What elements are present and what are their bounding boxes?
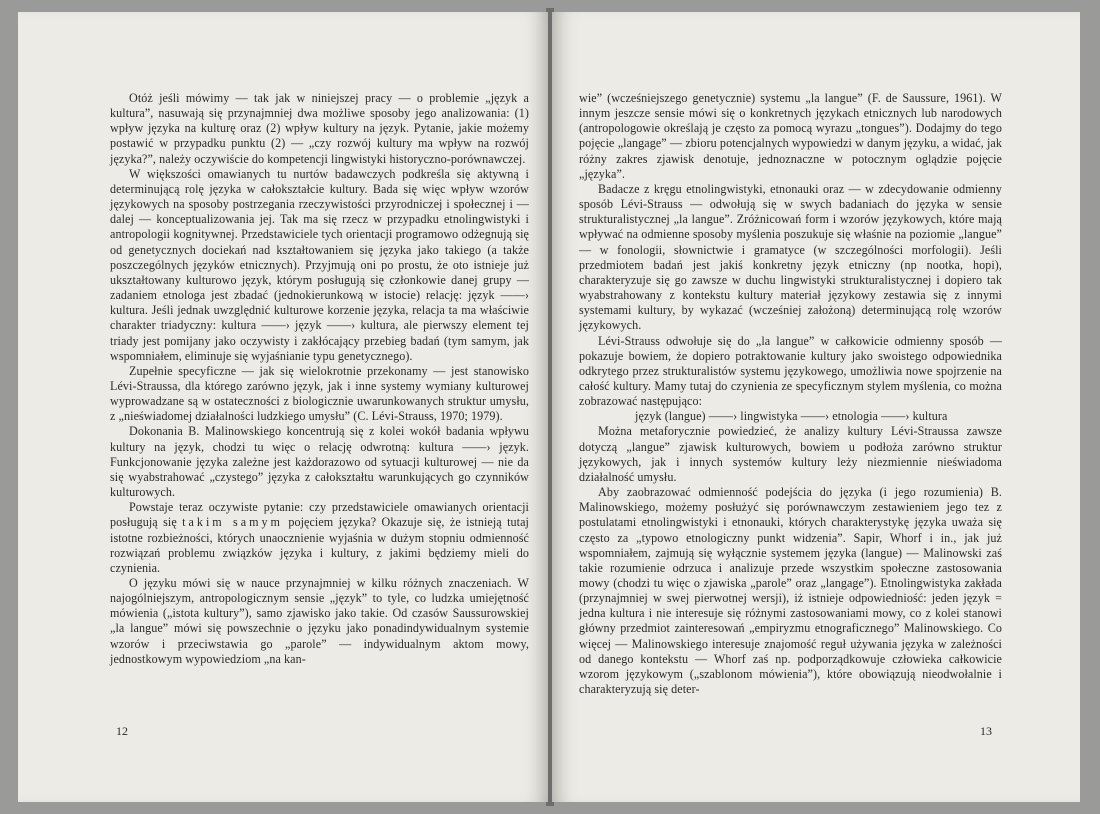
paragraph: Badacze z kręgu etnolingwistyki, etnonauki oraz — w zdecydowanie odmienny sposób Lévi-Strauss — odwołują się w swych badaniach do języka w sensie strukturalistycznej „la langue”. Zróżnicowań form i wzorów językowych, które mają wpływać na odmienne sposoby myślenia poszukuje się właśnie na poziomie „langue” — w fonologii, słownictwie i gramatyce (w szczególności morfologii). Jeśli przedmiotem badań jest jakiś konkretny język etniczny (np nootka, hopi), charakteryzuje się go zawsze w duchu lingwistyki strukturalistycznej i dopiero tak wyabstrahowany z kontekstu kultury materiał językowy zestawia się z innymi systemami kultury, by wykazać (wcześniej założoną) determinującą rolę wzorów językowych. xyxy=(579,181,1002,333)
paragraph: Można metaforycznie powiedzieć, że analizy kultury Lévi-Straussa zawsze dotyczą „langue” zjawisk kulturowych, bowiem u podłoża zarówno struktur językowych, jak i innych systemów kultury leży niezmiennie nieświadoma działalność umysłu. xyxy=(579,424,1002,484)
paragraph: W większości omawianych tu nurtów badawczych podkreśla się aktywną i determinującą rolę języka w całokształcie kultury. Bada się więc wpływ wzorów językowych na sposoby postrzegania rzeczywistości przyrodniczej i społecznej i — dalej — konceptualizowania jej. Tak ma się rzecz w przypadku etnolingwistyki i antropologii kognitywnej. Przedstawiciele tych orientacji programowo odżegnują się od genetycznych dociekań nad kształtowaniem się języka jako takiego (a także poszczególnych języków etnicznych). Przyjmują oni po prostu, że oto istnieje już ukształtowany kulturowo język, którym posługują się członkowie danej grupy — zadaniem etnologa jest zbadać (jednokierunkową w istocie) relację: język ——› kultura. Jeśli jednak uwzględnić kulturowe korzenie języka, relacja ta ma właściwie charakter triadyczny: kultura ——› język ——› kultura, ale pierwszy element tej triady jest pomijany jako oczywisty i zakłócający przebieg badań (tym samym, jak wspomniałem, eliminuje się wyjaśnianie typu genetycznego). xyxy=(110,166,529,363)
left-page-text xyxy=(110,91,529,667)
paragraph: Lévi-Strauss odwołuje się do „la langue” w całkowicie odmienny sposób — pokazuje bowiem, że dopiero potraktowanie kultury jako swoistego odpowiednika odkrytego przez strukturalistów systemu językowego, umożliwia nowe spojrzenie na całość kultury. Mamy tutaj do czynienia ze specyficznym stylem myślenia, co można zobrazować następująco: xyxy=(579,333,1002,409)
paragraph: O języku mówi się w nauce przynajmniej w kilku różnych znaczeniach. W najogólniejszym, antropologicznym sensie „język” to tyle, co ludzka umiejętność mówienia („istota kultury”), samo zjawisko jako takie. Od czasów Saussurowskiej „la langue” mówi się powszechnie o języku jako ponadindywidualnym systemie wzorów i przeciwstawia go „parole” — indywidualnym aktom mowy, jednostkowym wypowiedziom „na kan- xyxy=(110,576,529,666)
right-page-text xyxy=(579,91,1002,697)
paragraph: wie” (wcześniejszego genetycznie) systemu „la langue” (F. de Saussure, 1961). W innym jeszcze sensie mówi się o konkretnych językach etnicznych lub narodowych (antropologowie określają je często za pomocą wyrazu „tongues”). Dodajmy do tego pojęcie „langage” — zbioru potencjalnych wypowiedzi w danym języku, a widać, jak różny zakres zjawisk denotuje, jednoznaczne w potocznym oglądzie pojęcie „języka”. xyxy=(579,91,1002,181)
page-number: 12 xyxy=(116,724,128,738)
left-page xyxy=(18,12,548,802)
paragraph-spaced xyxy=(110,500,529,576)
paragraph-text: pojęciem języka? Okazuje się, że istnieją tutaj istotne rozbieżności, których unaocznienie wyjaśnia w dużym stopniu odmienność rozwiązań problemu związków języka i kultury, z jakimi będziemy mieli do czynienia. xyxy=(110,515,529,575)
paragraph-text: Powstaje teraz oczywiste pytanie: czy przedstawiciele omawianych orientacji posługują się xyxy=(110,500,529,530)
paragraph: Otóż jeśli mówimy — tak jak w niniejszej pracy — o problemie „język a kultura”, nasuwają się przynajmniej dwa możliwe sposoby jego analizowania: (1) wpływ języka na kulturę oraz (2) wpływ kultury na język. Pytanie, jakie możemy postawić w przypadku punktu (2) — „czy rozwój kultury ma wpływ na rozwój języka?”, należy oczywiście do kompetencji lingwistyki historyczno-porównawczej. xyxy=(110,91,529,166)
right-page xyxy=(552,12,1080,802)
paragraph: Aby zaobrazować odmienność podejścia do języka (i jego rozumienia) B. Malinowskiego, możemy posłużyć się porównawczym zestawieniem jego tez z postulatami etnolingwistyki i etnonauki, których charakterystykę języka uważa się często za „typowo etnologiczny punkt widzenia”. Sapir, Whorf i in., jak już wspomniałem, zajmują się wyłącznie systemem języka (langue) — Malinowski zaś takie rozumienie odrzuca i analizuje przede wszystkim społeczne zastosowania mowy (chodzi tu więc o zjawiska „parole” oraz „langage”). Etnolingwistyka zakłada (przynajmniej w swej pierwotnej wersji), iż istnieje odpowiedniość: jeden język = jedna kultura i nie interesuje się różnymi zastosowaniami mowy, co z kolei stanowi główny przedmiot zainteresowań „empiryzmu etnograficznego” Malinowskiego. Co więcej — Malinowskiego interesuje znajomość reguł używania języka w zależności od danego kontekstu — Whorf zaś np. podporządkowuje człowieka całkowicie wzorom językowym („szablonom mówienia”), które obowiązują nieodwołalnie i charakteryzują się deter- xyxy=(579,485,1002,697)
page-number: 13 xyxy=(980,724,992,738)
paragraph: Zupełnie specyficzne — jak się wielokrotnie przekonamy — jest stanowisko Lévi-Straussa, dla którego zarówno język, jak i inne systemy wymiany kulturowej wyprowadzane są w ostateczności z biologicznie uwarunkowanych struktur umysłu, z „nieświadomej działalności ludzkiego umysłu” (C. Lévi-Strauss, 1970; 1979). xyxy=(110,363,529,424)
spaced-emphasis: takim samym xyxy=(182,515,283,530)
formula-line: język (langue) ——› lingwistyka ——› etnologia ——› kultura xyxy=(635,409,948,424)
paragraph: Dokonania B. Malinowskiego koncentrują się z kolei wokół badania wpływu kultury na język, chodzi tu więc o relację odwrotną: kultura ——› język. Funkcjonowanie języka zależne jest każdorazowo od sytuacji kulturowej — nie da się wyabstrahować „czystego” języka z całokształtu warunkujących go czynników kulturowych. xyxy=(110,424,529,500)
